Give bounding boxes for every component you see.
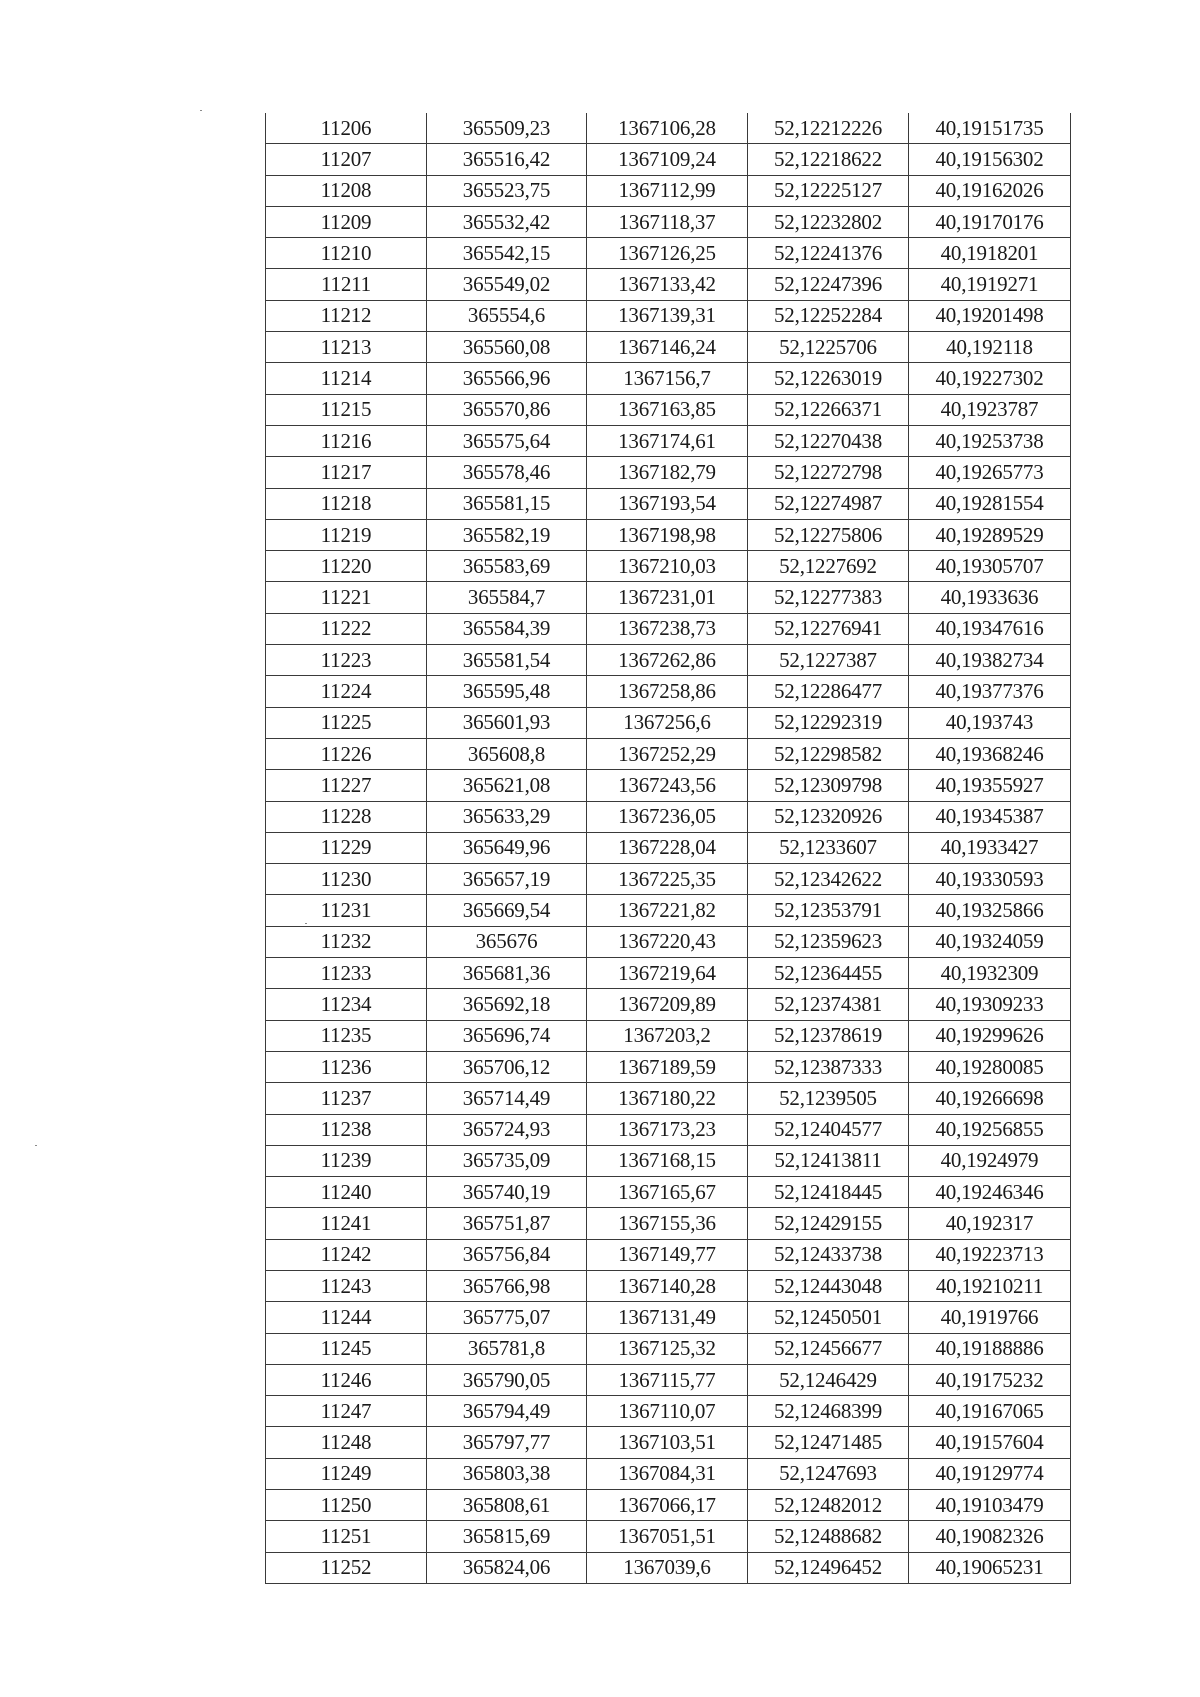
coordinates-table-body: [266, 113, 1071, 1583]
latitude-cell: 52,12456677: [748, 1333, 909, 1364]
y-coordinate-cell: 1367131,49: [587, 1302, 748, 1333]
table-row: [266, 488, 1071, 519]
longitude-cell: 40,19227302: [909, 363, 1071, 394]
longitude-cell: 40,1919271: [909, 269, 1071, 300]
table-row: [266, 645, 1071, 676]
y-coordinate-cell: 1367225,35: [587, 864, 748, 895]
longitude-cell: 40,19210211: [909, 1270, 1071, 1301]
latitude-cell: 52,12482012: [748, 1490, 909, 1521]
longitude-cell: 40,19345387: [909, 801, 1071, 832]
table-row: [266, 1114, 1071, 1145]
table-row: [266, 1145, 1071, 1176]
longitude-cell: 40,19082326: [909, 1521, 1071, 1552]
longitude-cell: 40,19156302: [909, 144, 1071, 175]
longitude-cell: 40,19162026: [909, 175, 1071, 206]
y-coordinate-cell: 1367103,51: [587, 1427, 748, 1458]
point-number-cell: 11212: [266, 300, 427, 331]
point-number-cell: 11248: [266, 1427, 427, 1458]
point-number-cell: 11235: [266, 1020, 427, 1051]
x-coordinate-cell: 365633,29: [427, 801, 587, 832]
latitude-cell: 52,12272798: [748, 457, 909, 488]
point-number-cell: 11243: [266, 1270, 427, 1301]
longitude-cell: 40,19065231: [909, 1552, 1071, 1583]
y-coordinate-cell: 1367236,05: [587, 801, 748, 832]
point-number-cell: 11252: [266, 1552, 427, 1583]
point-number-cell: 11233: [266, 958, 427, 989]
table-row: [266, 175, 1071, 206]
coordinates-table-container: [265, 113, 1070, 1584]
point-number-cell: 11247: [266, 1396, 427, 1427]
table-row: [266, 676, 1071, 707]
longitude-cell: 40,19382734: [909, 645, 1071, 676]
point-number-cell: 11245: [266, 1333, 427, 1364]
x-coordinate-cell: 365581,15: [427, 488, 587, 519]
x-coordinate-cell: 365578,46: [427, 457, 587, 488]
y-coordinate-cell: 1367146,24: [587, 332, 748, 363]
x-coordinate-cell: 365542,15: [427, 238, 587, 269]
latitude-cell: 52,12292319: [748, 707, 909, 738]
latitude-cell: 52,12274987: [748, 488, 909, 519]
y-coordinate-cell: 1367182,79: [587, 457, 748, 488]
longitude-cell: 40,19347616: [909, 613, 1071, 644]
longitude-cell: 40,19170176: [909, 206, 1071, 237]
table-row: [266, 1270, 1071, 1301]
x-coordinate-cell: 365584,39: [427, 613, 587, 644]
longitude-cell: 40,192317: [909, 1208, 1071, 1239]
y-coordinate-cell: 1367198,98: [587, 519, 748, 550]
point-number-cell: 11210: [266, 238, 427, 269]
y-coordinate-cell: 1367258,86: [587, 676, 748, 707]
longitude-cell: 40,19330593: [909, 864, 1071, 895]
latitude-cell: 52,12443048: [748, 1270, 909, 1301]
latitude-cell: 52,12359623: [748, 926, 909, 957]
latitude-cell: 52,12374381: [748, 989, 909, 1020]
latitude-cell: 52,1233607: [748, 832, 909, 863]
x-coordinate-cell: 365808,61: [427, 1490, 587, 1521]
longitude-cell: 40,19157604: [909, 1427, 1071, 1458]
longitude-cell: 40,19223713: [909, 1239, 1071, 1270]
latitude-cell: 52,12218622: [748, 144, 909, 175]
table-row: [266, 1177, 1071, 1208]
latitude-cell: 52,12496452: [748, 1552, 909, 1583]
y-coordinate-cell: 1367220,43: [587, 926, 748, 957]
y-coordinate-cell: 1367243,56: [587, 770, 748, 801]
longitude-cell: 40,19368246: [909, 738, 1071, 769]
x-coordinate-cell: 365566,96: [427, 363, 587, 394]
table-row: [266, 1552, 1071, 1583]
point-number-cell: 11240: [266, 1177, 427, 1208]
latitude-cell: 52,12241376: [748, 238, 909, 269]
point-number-cell: 11225: [266, 707, 427, 738]
longitude-cell: 40,19246346: [909, 1177, 1071, 1208]
y-coordinate-cell: 1367110,07: [587, 1396, 748, 1427]
longitude-cell: 40,19151735: [909, 113, 1071, 144]
latitude-cell: 52,12266371: [748, 394, 909, 425]
x-coordinate-cell: 365584,7: [427, 582, 587, 613]
latitude-cell: 52,12275806: [748, 519, 909, 550]
x-coordinate-cell: 365621,08: [427, 770, 587, 801]
latitude-cell: 52,12286477: [748, 676, 909, 707]
point-number-cell: 11244: [266, 1302, 427, 1333]
x-coordinate-cell: 365790,05: [427, 1364, 587, 1395]
point-number-cell: 11241: [266, 1208, 427, 1239]
table-row: [266, 425, 1071, 456]
longitude-cell: 40,19167065: [909, 1396, 1071, 1427]
point-number-cell: 11229: [266, 832, 427, 863]
y-coordinate-cell: 1367084,31: [587, 1458, 748, 1489]
longitude-cell: 40,1918201: [909, 238, 1071, 269]
x-coordinate-cell: 365509,23: [427, 113, 587, 144]
x-coordinate-cell: 365582,19: [427, 519, 587, 550]
x-coordinate-cell: 365692,18: [427, 989, 587, 1020]
y-coordinate-cell: 1367180,22: [587, 1083, 748, 1114]
latitude-cell: 52,12277383: [748, 582, 909, 613]
point-number-cell: 11230: [266, 864, 427, 895]
table-row: [266, 613, 1071, 644]
point-number-cell: 11211: [266, 269, 427, 300]
table-row: [266, 801, 1071, 832]
y-coordinate-cell: 1367189,59: [587, 1051, 748, 1082]
table-row: [266, 1490, 1071, 1521]
point-number-cell: 11242: [266, 1239, 427, 1270]
latitude-cell: 52,1247693: [748, 1458, 909, 1489]
x-coordinate-cell: 365581,54: [427, 645, 587, 676]
x-coordinate-cell: 365583,69: [427, 551, 587, 582]
x-coordinate-cell: 365740,19: [427, 1177, 587, 1208]
x-coordinate-cell: 365554,6: [427, 300, 587, 331]
x-coordinate-cell: 365756,84: [427, 1239, 587, 1270]
y-coordinate-cell: 1367126,25: [587, 238, 748, 269]
latitude-cell: 52,12364455: [748, 958, 909, 989]
y-coordinate-cell: 1367125,32: [587, 1333, 748, 1364]
y-coordinate-cell: 1367140,28: [587, 1270, 748, 1301]
x-coordinate-cell: 365570,86: [427, 394, 587, 425]
table-row: [266, 1208, 1071, 1239]
point-number-cell: 11221: [266, 582, 427, 613]
y-coordinate-cell: 1367262,86: [587, 645, 748, 676]
table-row: [266, 864, 1071, 895]
longitude-cell: 40,1924979: [909, 1145, 1071, 1176]
table-row: [266, 1051, 1071, 1082]
scan-speck: [200, 110, 202, 111]
coordinates-table: [265, 113, 1071, 1584]
latitude-cell: 52,12342622: [748, 864, 909, 895]
y-coordinate-cell: 1367106,28: [587, 113, 748, 144]
point-number-cell: 11228: [266, 801, 427, 832]
longitude-cell: 40,19289529: [909, 519, 1071, 550]
x-coordinate-cell: 365669,54: [427, 895, 587, 926]
y-coordinate-cell: 1367168,15: [587, 1145, 748, 1176]
latitude-cell: 52,1225706: [748, 332, 909, 363]
point-number-cell: 11222: [266, 613, 427, 644]
point-number-cell: 11250: [266, 1490, 427, 1521]
point-number-cell: 11226: [266, 738, 427, 769]
x-coordinate-cell: 365781,8: [427, 1333, 587, 1364]
longitude-cell: 40,19325866: [909, 895, 1071, 926]
x-coordinate-cell: 365560,08: [427, 332, 587, 363]
longitude-cell: 40,1932309: [909, 958, 1071, 989]
point-number-cell: 11234: [266, 989, 427, 1020]
x-coordinate-cell: 365735,09: [427, 1145, 587, 1176]
x-coordinate-cell: 365766,98: [427, 1270, 587, 1301]
table-row: [266, 707, 1071, 738]
longitude-cell: 40,19129774: [909, 1458, 1071, 1489]
x-coordinate-cell: 365815,69: [427, 1521, 587, 1552]
table-row: [266, 1458, 1071, 1489]
point-number-cell: 11208: [266, 175, 427, 206]
longitude-cell: 40,193743: [909, 707, 1071, 738]
y-coordinate-cell: 1367156,7: [587, 363, 748, 394]
point-number-cell: 11216: [266, 425, 427, 456]
point-number-cell: 11231: [266, 895, 427, 926]
longitude-cell: 40,19309233: [909, 989, 1071, 1020]
table-row: [266, 394, 1071, 425]
table-row: [266, 582, 1071, 613]
x-coordinate-cell: 365608,8: [427, 738, 587, 769]
y-coordinate-cell: 1367039,6: [587, 1552, 748, 1583]
y-coordinate-cell: 1367066,17: [587, 1490, 748, 1521]
longitude-cell: 40,19103479: [909, 1490, 1071, 1521]
x-coordinate-cell: 365532,42: [427, 206, 587, 237]
longitude-cell: 40,19253738: [909, 425, 1071, 456]
point-number-cell: 11209: [266, 206, 427, 237]
latitude-cell: 52,12263019: [748, 363, 909, 394]
point-number-cell: 11227: [266, 770, 427, 801]
table-row: [266, 1302, 1071, 1333]
table-row: [266, 238, 1071, 269]
point-number-cell: 11220: [266, 551, 427, 582]
point-number-cell: 11239: [266, 1145, 427, 1176]
longitude-cell: 40,1923787: [909, 394, 1071, 425]
x-coordinate-cell: 365601,93: [427, 707, 587, 738]
point-number-cell: 11218: [266, 488, 427, 519]
latitude-cell: 52,12247396: [748, 269, 909, 300]
point-number-cell: 11249: [266, 1458, 427, 1489]
table-row: [266, 1083, 1071, 1114]
x-coordinate-cell: 365714,49: [427, 1083, 587, 1114]
y-coordinate-cell: 1367112,99: [587, 175, 748, 206]
latitude-cell: 52,12387333: [748, 1051, 909, 1082]
x-coordinate-cell: 365824,06: [427, 1552, 587, 1583]
latitude-cell: 52,12232802: [748, 206, 909, 237]
longitude-cell: 40,192118: [909, 332, 1071, 363]
longitude-cell: 40,1919766: [909, 1302, 1071, 1333]
latitude-cell: 52,12276941: [748, 613, 909, 644]
table-row: [266, 457, 1071, 488]
y-coordinate-cell: 1367219,64: [587, 958, 748, 989]
point-number-cell: 11224: [266, 676, 427, 707]
scan-speck: [35, 1145, 37, 1146]
latitude-cell: 52,12429155: [748, 1208, 909, 1239]
longitude-cell: 40,1933427: [909, 832, 1071, 863]
longitude-cell: 40,19266698: [909, 1083, 1071, 1114]
table-row: [266, 300, 1071, 331]
x-coordinate-cell: 365676: [427, 926, 587, 957]
y-coordinate-cell: 1367051,51: [587, 1521, 748, 1552]
point-number-cell: 11238: [266, 1114, 427, 1145]
longitude-cell: 40,19324059: [909, 926, 1071, 957]
longitude-cell: 40,19256855: [909, 1114, 1071, 1145]
point-number-cell: 11237: [266, 1083, 427, 1114]
table-row: [266, 1396, 1071, 1427]
table-row: [266, 206, 1071, 237]
latitude-cell: 52,1227692: [748, 551, 909, 582]
table-row: [266, 113, 1071, 144]
latitude-cell: 52,12378619: [748, 1020, 909, 1051]
y-coordinate-cell: 1367252,29: [587, 738, 748, 769]
latitude-cell: 52,12413811: [748, 1145, 909, 1176]
x-coordinate-cell: 365516,42: [427, 144, 587, 175]
point-number-cell: 11215: [266, 394, 427, 425]
x-coordinate-cell: 365706,12: [427, 1051, 587, 1082]
y-coordinate-cell: 1367163,85: [587, 394, 748, 425]
y-coordinate-cell: 1367231,01: [587, 582, 748, 613]
point-number-cell: 11217: [266, 457, 427, 488]
table-row: [266, 958, 1071, 989]
table-row: [266, 363, 1071, 394]
latitude-cell: 52,12404577: [748, 1114, 909, 1145]
latitude-cell: 52,12353791: [748, 895, 909, 926]
y-coordinate-cell: 1367115,77: [587, 1364, 748, 1395]
latitude-cell: 52,12270438: [748, 425, 909, 456]
longitude-cell: 40,1933636: [909, 582, 1071, 613]
y-coordinate-cell: 1367203,2: [587, 1020, 748, 1051]
y-coordinate-cell: 1367118,37: [587, 206, 748, 237]
x-coordinate-cell: 365595,48: [427, 676, 587, 707]
x-coordinate-cell: 365696,74: [427, 1020, 587, 1051]
x-coordinate-cell: 365803,38: [427, 1458, 587, 1489]
longitude-cell: 40,19377376: [909, 676, 1071, 707]
point-number-cell: 11206: [266, 113, 427, 144]
x-coordinate-cell: 365775,07: [427, 1302, 587, 1333]
latitude-cell: 52,1239505: [748, 1083, 909, 1114]
y-coordinate-cell: 1367139,31: [587, 300, 748, 331]
x-coordinate-cell: 365681,36: [427, 958, 587, 989]
latitude-cell: 52,12418445: [748, 1177, 909, 1208]
y-coordinate-cell: 1367155,36: [587, 1208, 748, 1239]
y-coordinate-cell: 1367133,42: [587, 269, 748, 300]
latitude-cell: 52,12225127: [748, 175, 909, 206]
latitude-cell: 52,12450501: [748, 1302, 909, 1333]
y-coordinate-cell: 1367109,24: [587, 144, 748, 175]
latitude-cell: 52,12488682: [748, 1521, 909, 1552]
longitude-cell: 40,19305707: [909, 551, 1071, 582]
point-number-cell: 11236: [266, 1051, 427, 1082]
latitude-cell: 52,1246429: [748, 1364, 909, 1395]
point-number-cell: 11223: [266, 645, 427, 676]
x-coordinate-cell: 365657,19: [427, 864, 587, 895]
y-coordinate-cell: 1367193,54: [587, 488, 748, 519]
x-coordinate-cell: 365649,96: [427, 832, 587, 863]
y-coordinate-cell: 1367149,77: [587, 1239, 748, 1270]
point-number-cell: 11219: [266, 519, 427, 550]
y-coordinate-cell: 1367173,23: [587, 1114, 748, 1145]
longitude-cell: 40,19281554: [909, 488, 1071, 519]
longitude-cell: 40,19355927: [909, 770, 1071, 801]
point-number-cell: 11246: [266, 1364, 427, 1395]
table-row: [266, 770, 1071, 801]
y-coordinate-cell: 1367221,82: [587, 895, 748, 926]
latitude-cell: 52,12320926: [748, 801, 909, 832]
latitude-cell: 52,12468399: [748, 1396, 909, 1427]
x-coordinate-cell: 365549,02: [427, 269, 587, 300]
y-coordinate-cell: 1367238,73: [587, 613, 748, 644]
longitude-cell: 40,19280085: [909, 1051, 1071, 1082]
latitude-cell: 52,12471485: [748, 1427, 909, 1458]
y-coordinate-cell: 1367210,03: [587, 551, 748, 582]
latitude-cell: 52,12212226: [748, 113, 909, 144]
longitude-cell: 40,19299626: [909, 1020, 1071, 1051]
table-row: [266, 269, 1071, 300]
table-row: [266, 1427, 1071, 1458]
longitude-cell: 40,19175232: [909, 1364, 1071, 1395]
table-row: [266, 926, 1071, 957]
x-coordinate-cell: 365575,64: [427, 425, 587, 456]
table-row: [266, 332, 1071, 363]
longitude-cell: 40,19201498: [909, 300, 1071, 331]
latitude-cell: 52,1227387: [748, 645, 909, 676]
table-row: [266, 738, 1071, 769]
point-number-cell: 11214: [266, 363, 427, 394]
x-coordinate-cell: 365794,49: [427, 1396, 587, 1427]
point-number-cell: 11251: [266, 1521, 427, 1552]
y-coordinate-cell: 1367165,67: [587, 1177, 748, 1208]
latitude-cell: 52,12309798: [748, 770, 909, 801]
latitude-cell: 52,12433738: [748, 1239, 909, 1270]
point-number-cell: 11213: [266, 332, 427, 363]
x-coordinate-cell: 365523,75: [427, 175, 587, 206]
table-row: [266, 1020, 1071, 1051]
table-row: [266, 1364, 1071, 1395]
point-number-cell: 11232: [266, 926, 427, 957]
table-row: [266, 1239, 1071, 1270]
latitude-cell: 52,12252284: [748, 300, 909, 331]
table-row: [266, 832, 1071, 863]
table-row: [266, 1521, 1071, 1552]
latitude-cell: 52,12298582: [748, 738, 909, 769]
longitude-cell: 40,19265773: [909, 457, 1071, 488]
longitude-cell: 40,19188886: [909, 1333, 1071, 1364]
table-row: [266, 519, 1071, 550]
x-coordinate-cell: 365724,93: [427, 1114, 587, 1145]
table-row: [266, 989, 1071, 1020]
table-row: [266, 895, 1071, 926]
table-row: [266, 144, 1071, 175]
x-coordinate-cell: 365797,77: [427, 1427, 587, 1458]
y-coordinate-cell: 1367256,6: [587, 707, 748, 738]
point-number-cell: 11207: [266, 144, 427, 175]
y-coordinate-cell: 1367209,89: [587, 989, 748, 1020]
y-coordinate-cell: 1367228,04: [587, 832, 748, 863]
table-row: [266, 551, 1071, 582]
y-coordinate-cell: 1367174,61: [587, 425, 748, 456]
x-coordinate-cell: 365751,87: [427, 1208, 587, 1239]
table-row: [266, 1333, 1071, 1364]
